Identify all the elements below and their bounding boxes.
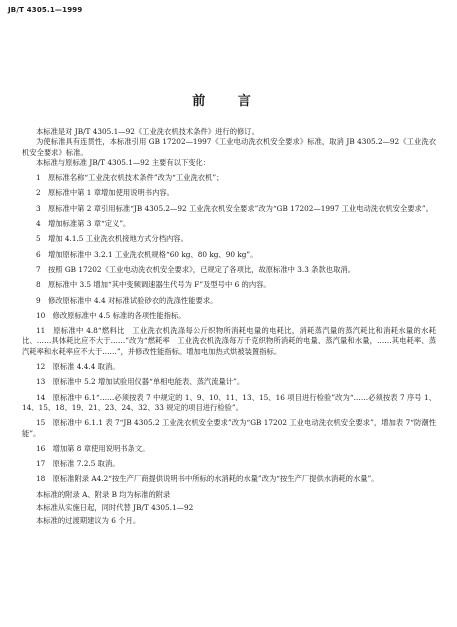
list-item-10: 10 修改原标准中 4.5 标准的各项性能指标。 (36, 310, 186, 320)
list-item-6: 6 增加原标准中 3.2.1 工业洗衣机规格“60 kg、80 kg、90 kg”。 (36, 249, 258, 259)
page-title: 前 言 (192, 94, 265, 109)
list-item-12: 12 原标准 4.4.4 取消。 (36, 362, 120, 372)
list-item-17: 17 原标准 7.2.5 取消。 (36, 459, 120, 469)
list-item-18: 18 原标准附录 A4.2“按生产厂商提供说明书中所标的水消耗的水量”改为“按生产厂提供水消耗的水量”。 (36, 474, 379, 484)
paragraph-changes-lead: 本标准与原标准 JB/T 4305.1—92 主要有以下变化： (36, 157, 211, 167)
standard-code-header: JB/T 4305.1—1999 (8, 6, 83, 14)
list-item-7: 7 按照 GB 17202《工业电动洗衣机安全要求》，已规定了各项比，故原标准中 3.3 条款也取消。 (36, 264, 355, 274)
list-item-16: 16 增加第 8 章使用说明书条文。 (36, 443, 150, 453)
list-item-4: 4 增加标准第 3 章“定义”。 (36, 219, 131, 229)
list-item-13: 13 原标准中 5.2 增加试验用仪器“单相电能表、蒸汽流量计”。 (36, 377, 245, 387)
paragraph-replacement-note: 本标准从实施日起，同时代替 JB/T 4305.1—92 (36, 503, 194, 513)
paragraph-continuity: 为使标准具有连贯性，本标准引用 GB 17202—1997《工业电动洗衣机安全要求》标准，取消 JB 4305.2—92《工业洗衣机安全要求》标准。 (22, 137, 436, 157)
list-item-1: 1 原标准名称“工业洗衣机技术条件”改为“工业洗衣机”； (36, 173, 224, 183)
list-item-8: 8 原标准中 3.5 增加“其中变频调速器生代号为 F”及型号中 6 的内容。 (36, 280, 271, 290)
paragraph-appendix-note: 本标准的附录 A、附录 B 均为标准的附录 (36, 489, 171, 499)
list-item-5: 5 增加 4.1.5 工业洗衣机接地方式分档内容。 (36, 234, 188, 244)
paragraph-transition-note: 本标准的过渡期建议为 6 个月。 (36, 516, 141, 526)
list-item-14: 14 原标准中 6.1“……必须按表 7 中规定的 1、9、10、11、13、15、16 项目进行检验”改为“……必须按表 7 序号 1、14、15、18、19、21、23、24、32、33 规定的项目进行检验”。 (22, 392, 436, 412)
list-item-3: 3 原标准中第 2 章引用标准“JB 4305.2—92 工业洗衣机安全要求”改为“GB 17202—1997 工业电动洗衣机安全要求”。 (36, 203, 433, 213)
document-body (22, 127, 436, 527)
list-item-2: 2 原标准中第 1 章增加使用说明书内容。 (36, 188, 174, 198)
list-item-11: 11 原标准中 4.8“燃料比 工业洗衣机洗涤每公斤织物所消耗电量的电耗比，消耗蒸汽量的蒸汽耗比和消耗水量的水耗比、……具体耗比应不大于……”改为“燃耗率 工业洗衣机洗涤每万千克织物所消耗的电量、蒸汽量和水量，……其电耗率、蒸汽耗率和水耗率应不大于……”，并修改性能指标。增加电加热式烘被装置指标。 (22, 326, 436, 356)
list-item-15: 15 原标准中 6.1.1 表 7“JB 4305.2 工业洗衣机安全要求”改为“GB 17202 工业电动洗衣机安全要求”，增加表 7“防潮性能”。 (22, 418, 436, 438)
list-item-9: 9 修改原标准中 4.4 对标准试验砂衣的洗涤性能要求。 (36, 295, 218, 305)
paragraph-intro: 本标准是对 JB/T 4305.1—92《工业洗衣机技术条件》进行的修订。 (36, 127, 259, 136)
